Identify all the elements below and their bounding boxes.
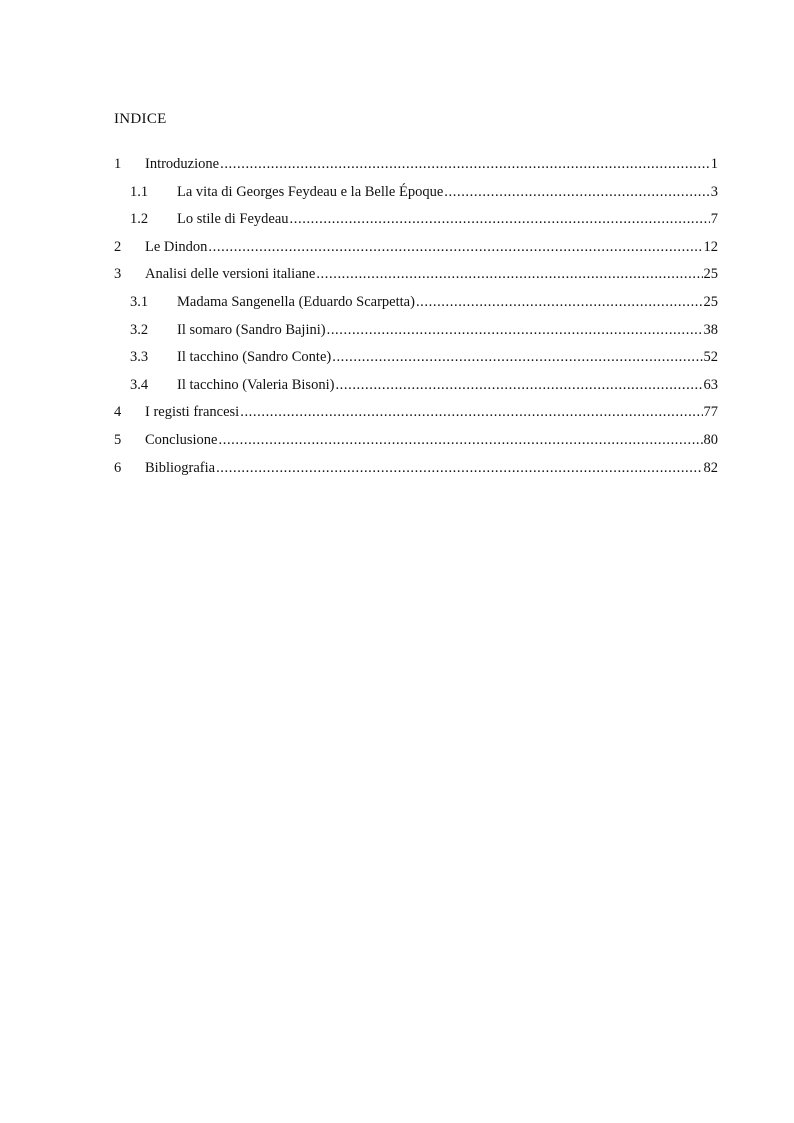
- toc-entry-page: 52: [703, 349, 718, 366]
- toc-entry-madama-sangenella[interactable]: [114, 289, 718, 317]
- toc-entry-conclusione[interactable]: [114, 427, 718, 455]
- toc-entry-vita-feydeau[interactable]: [114, 179, 718, 207]
- toc-entry-page: 80: [703, 431, 718, 448]
- toc-dot-leader: [327, 317, 703, 345]
- toc-dot-leader: [444, 179, 709, 207]
- toc-entry-title: Lo stile di Feydeau: [177, 211, 289, 228]
- toc-entry-title: Introduzione: [145, 156, 220, 172]
- toc-entry-page: 38: [703, 321, 718, 338]
- toc-entry-number: 3: [114, 266, 122, 283]
- toc-entry-introduzione[interactable]: [114, 151, 718, 179]
- toc-entry-title: Conclusione: [145, 431, 218, 448]
- toc-entry-title: Il somaro (Sandro Bajini): [177, 321, 326, 338]
- toc-entry-bibliografia[interactable]: [114, 455, 718, 483]
- toc-entry-number: 3.2: [130, 321, 149, 338]
- toc-entry-title: Madama Sangenella (Eduardo Scarpetta): [177, 293, 415, 310]
- toc-dot-leader: [416, 289, 703, 317]
- toc-dot-leader: [332, 344, 702, 372]
- toc-dot-leader: [290, 206, 710, 234]
- toc-entry-page: 25: [703, 293, 718, 310]
- toc-entry-title: Il tacchino (Sandro Conte): [177, 349, 332, 366]
- page-title: INDICE: [114, 111, 167, 127]
- toc-entry-page: 82: [703, 459, 718, 476]
- toc-entry-title: I registi francesi: [145, 404, 240, 421]
- toc-entry-number: 5: [114, 431, 122, 448]
- toc-entry-page: 77: [703, 404, 718, 421]
- toc-entry-title: Bibliografia: [145, 459, 216, 476]
- toc-entry-page: 12: [703, 238, 718, 255]
- toc-entry-analisi-versioni[interactable]: [114, 261, 718, 289]
- toc-entry-number: 3.1: [130, 293, 149, 310]
- toc-entry-page: 25: [703, 266, 718, 283]
- toc-dot-leader: [216, 455, 702, 483]
- toc-dot-leader: [220, 151, 710, 179]
- toc-entry-page: 7: [710, 211, 718, 228]
- toc-entry-tacchino-bisoni[interactable]: [114, 372, 718, 400]
- toc-entry-title: La vita di Georges Feydeau e la Belle Époque: [177, 183, 444, 200]
- toc-entry-page: 63: [703, 376, 718, 393]
- toc-entry-number: 4: [114, 404, 122, 421]
- toc-entry-number: 3.3: [130, 349, 149, 366]
- toc-entry-number: 2: [114, 238, 122, 255]
- toc-entry-il-somaro[interactable]: [114, 317, 718, 345]
- toc-entry-number: 1.2: [130, 211, 149, 228]
- toc-entry-number: 1.1: [130, 183, 149, 200]
- toc-entry-page: 1: [710, 156, 718, 172]
- toc-dot-leader: [316, 261, 702, 289]
- toc-entry-tacchino-conte[interactable]: [114, 344, 718, 372]
- toc-entry-page: 3: [710, 183, 718, 200]
- toc-entry-number: 3.4: [130, 376, 149, 393]
- toc-entry-number: 1: [114, 156, 122, 172]
- toc-entry-le-dindon[interactable]: [114, 234, 718, 262]
- toc-entry-registi-francesi[interactable]: [114, 399, 718, 427]
- toc-entry-title: Analisi delle versioni italiane: [145, 266, 316, 283]
- toc-dot-leader: [219, 427, 703, 455]
- toc-entry-title: Il tacchino (Valeria Bisoni): [177, 376, 335, 393]
- toc-entry-stile-feydeau[interactable]: [114, 206, 718, 234]
- toc-entry-number: 6: [114, 459, 122, 476]
- toc-entry-title: Le Dindon: [145, 238, 208, 255]
- toc-dot-leader: [240, 399, 702, 427]
- toc-dot-leader: [335, 372, 702, 400]
- table-of-contents: [114, 151, 718, 482]
- toc-dot-leader: [208, 234, 702, 262]
